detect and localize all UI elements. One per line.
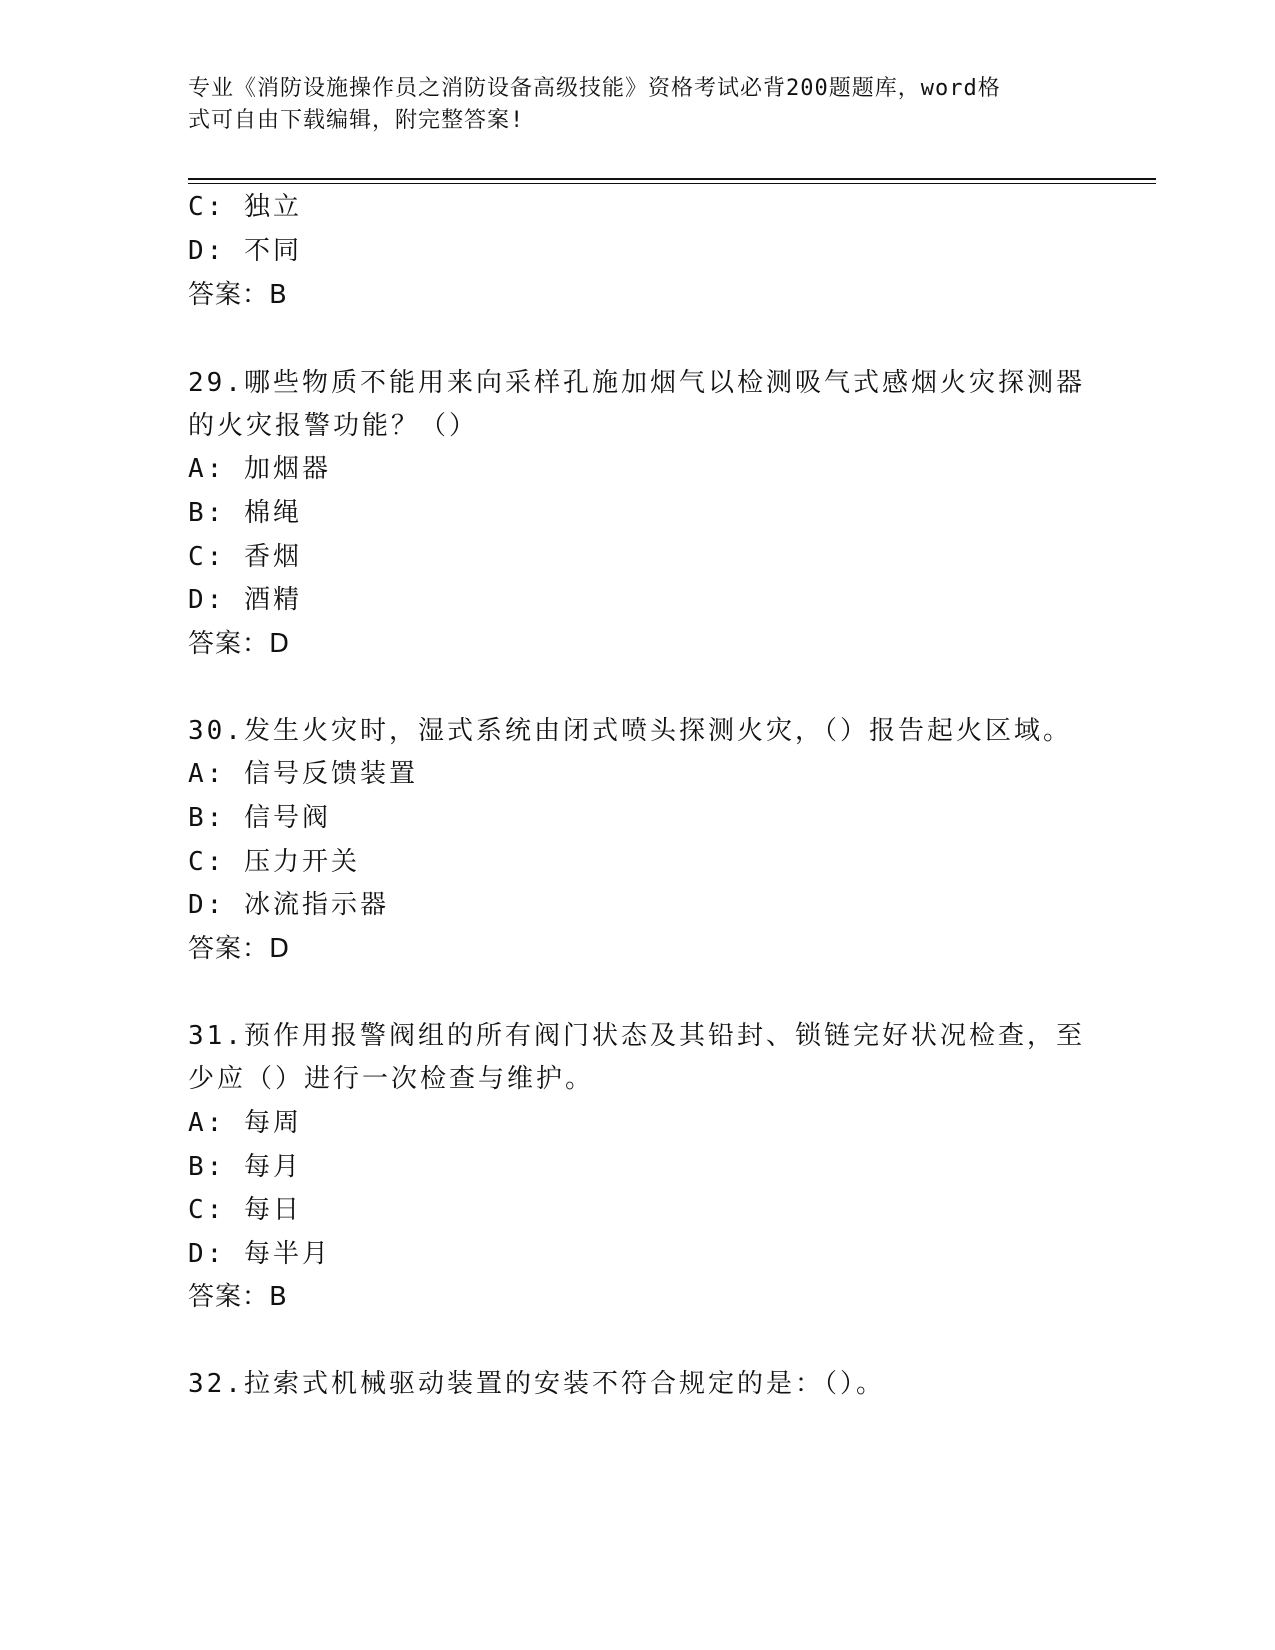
- q30-stem-line-1: 30.发生火灾时，湿式系统由闭式喷头探测火灾，（）报告起火区域。: [188, 716, 1072, 746]
- q31-option-a: A: 每周: [188, 1108, 302, 1138]
- header-divider: [188, 178, 1156, 180]
- q29-option-a: A: 加烟器: [188, 454, 331, 484]
- document-header: [188, 73, 1068, 137]
- q31-stem-line-2: 少应（）进行一次检查与维护。: [188, 1064, 595, 1094]
- q30-option-c: C: 压力开关: [188, 847, 360, 877]
- q28-option-c: C: 独立: [188, 192, 302, 222]
- q31-option-c: C: 每日: [188, 1195, 302, 1225]
- header-line-2: 式可自由下载编辑，附完整答案!: [188, 108, 525, 133]
- q29-option-d: D: 酒精: [188, 585, 302, 615]
- q30-option-b: B: 信号阀: [188, 803, 331, 833]
- q30-option-d: D: 冰流指示器: [188, 890, 389, 920]
- q31-stem-line-1: 31.预作用报警阀组的所有阀门状态及其铅封、锁链完好状况检查，至: [188, 1021, 1085, 1051]
- q29-stem-line-2: 的火灾报警功能？（）: [188, 411, 479, 441]
- header-divider-thin: [188, 183, 1156, 184]
- q30-option-a: A: 信号反馈装置: [188, 759, 418, 789]
- q31-option-d: D: 每半月: [188, 1239, 331, 1269]
- q29-answer: 答案：D: [188, 629, 291, 659]
- q30-answer: 答案：D: [188, 934, 291, 964]
- q31-option-b: B: 每月: [188, 1152, 302, 1182]
- q29-option-b: B: 棉绳: [188, 498, 302, 528]
- q29-stem-line-1: 29.哪些物质不能用来向采样孔施加烟气以检测吸气式感烟火灾探测器: [188, 368, 1085, 398]
- header-line-1: 专业《消防设施操作员之消防设备高级技能》资格考试必背200题题库，word格: [188, 76, 1001, 101]
- q31-answer: 答案：B: [188, 1282, 288, 1312]
- q28-answer: 答案：B: [188, 280, 288, 310]
- q32-stem-line-1: 32.拉索式机械驱动装置的安装不符合规定的是：（）。: [188, 1369, 885, 1399]
- q29-option-c: C: 香烟: [188, 542, 302, 572]
- q28-option-d: D: 不同: [188, 236, 302, 266]
